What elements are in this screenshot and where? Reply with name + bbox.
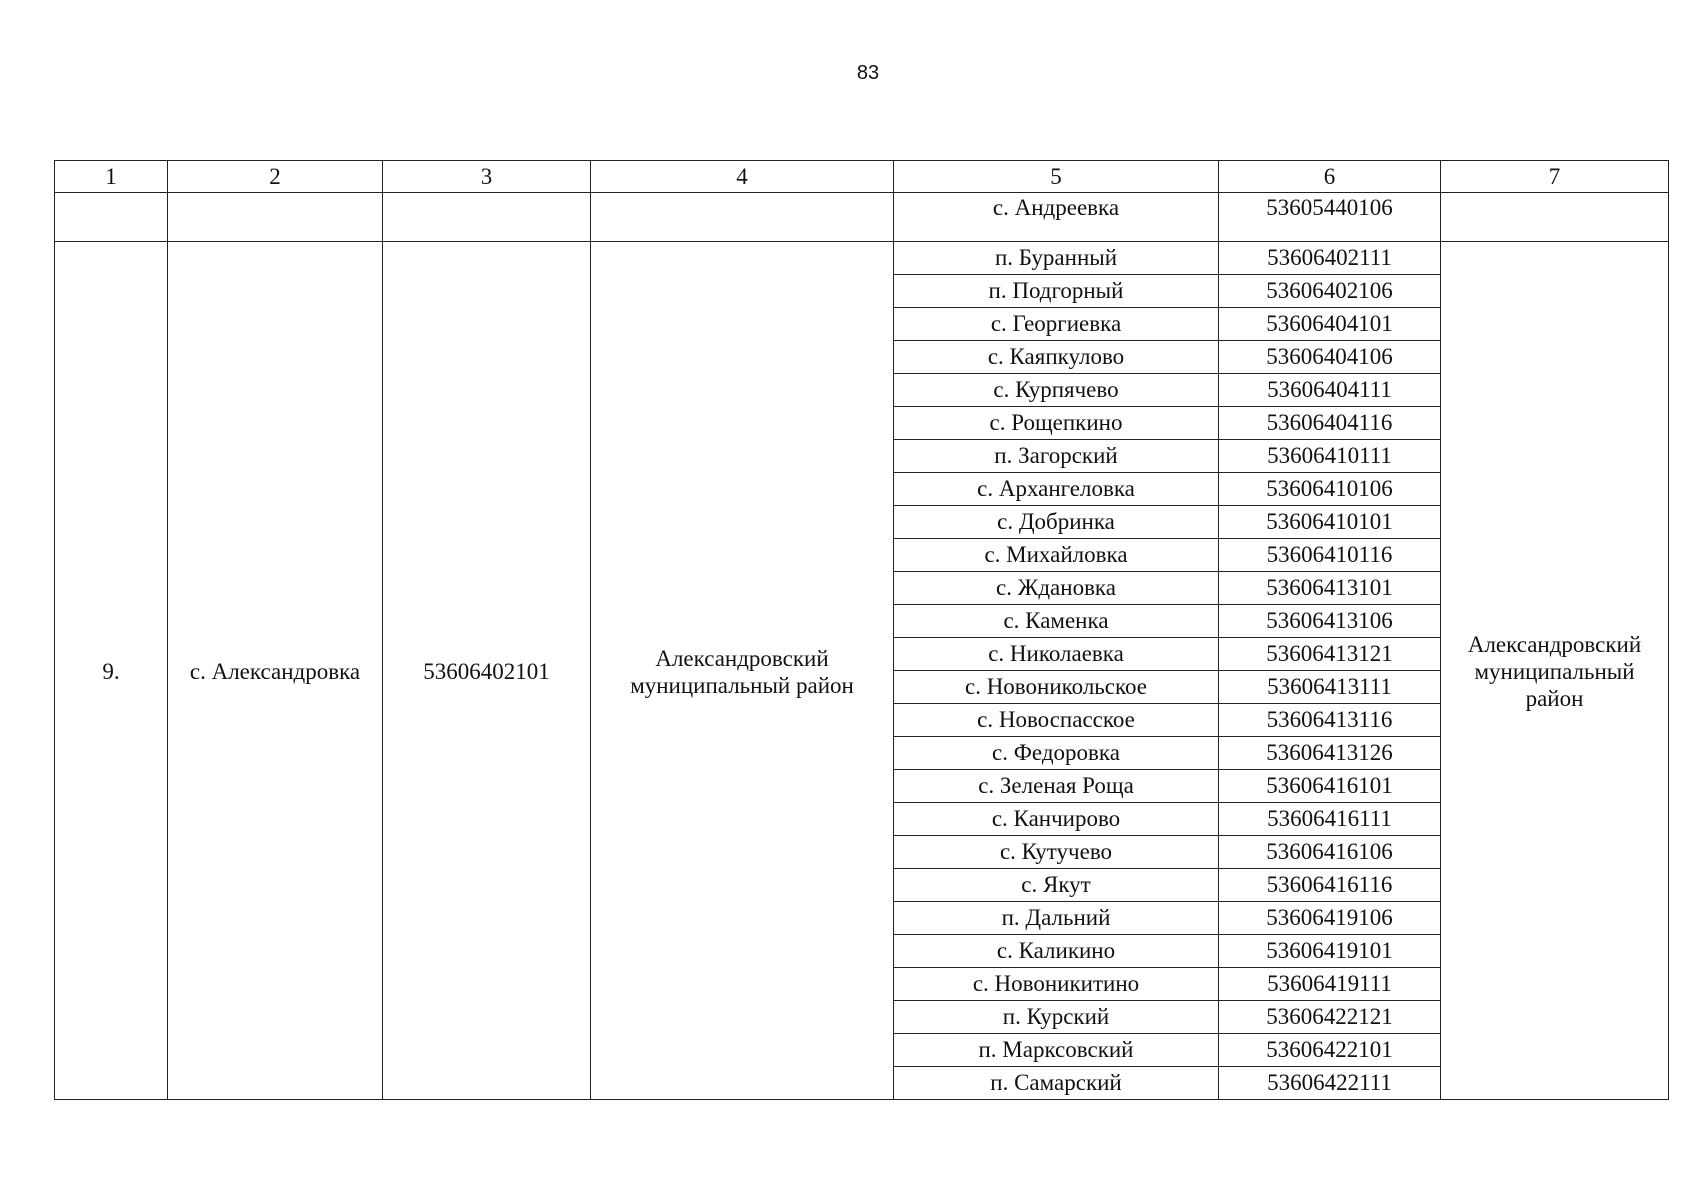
settlement-code: 53606416101 — [1219, 770, 1441, 803]
settlement-code: 53606419106 — [1219, 902, 1441, 935]
settlement-name: с. Федоровка — [894, 737, 1219, 770]
column-header: 7 — [1441, 161, 1669, 193]
page-number: 83 — [856, 62, 880, 84]
settlement-code: 53606422101 — [1219, 1034, 1441, 1067]
settlement-name: с. Георгиевка — [894, 308, 1219, 341]
settlement-name: с. Зеленая Роща — [894, 770, 1219, 803]
settlement-name: с. Каменка — [894, 605, 1219, 638]
empty-cell — [55, 193, 168, 242]
empty-cell — [1441, 193, 1669, 242]
settlement-name: с. Ждановка — [894, 572, 1219, 605]
empty-cell — [168, 193, 383, 242]
column-header: 4 — [591, 161, 894, 193]
settlement-name: с. Кутучево — [894, 836, 1219, 869]
settlement-name: с. Каликино — [894, 935, 1219, 968]
column-header: 2 — [168, 161, 383, 193]
district-name: Александровский муниципальный район — [591, 242, 894, 1100]
settlement-code: 53606404101 — [1219, 308, 1441, 341]
settlement-name: п. Самарский — [894, 1067, 1219, 1100]
entry-number: 9. — [55, 242, 168, 1100]
settlement-name: п. Буранный — [894, 242, 1219, 275]
settlement-code: 53606410116 — [1219, 539, 1441, 572]
empty-cell — [383, 193, 591, 242]
settlement-code: 53606416116 — [1219, 869, 1441, 902]
settlement-name: с. Новоникольское — [894, 671, 1219, 704]
settlement-code: 53606422121 — [1219, 1001, 1441, 1034]
settlement-name: с. Каяпкулово — [894, 341, 1219, 374]
settlement-code: 53606413111 — [1219, 671, 1441, 704]
service-area: Александровский муниципальный район — [1441, 242, 1669, 1100]
center-code: 53606402101 — [383, 242, 591, 1100]
settlement-code: 53606404111 — [1219, 374, 1441, 407]
settlement-code: 53606413116 — [1219, 704, 1441, 737]
settlement-code: 53606419111 — [1219, 968, 1441, 1001]
settlement-code: 53606416111 — [1219, 803, 1441, 836]
settlement-name: п. Загорский — [894, 440, 1219, 473]
settlement-code: 53606410111 — [1219, 440, 1441, 473]
settlement-name: с. Новоспасское — [894, 704, 1219, 737]
column-header: 3 — [383, 161, 591, 193]
settlement-code: 53606416106 — [1219, 836, 1441, 869]
settlement-name: с. Новоникитино — [894, 968, 1219, 1001]
settlement-code: 53606413126 — [1219, 737, 1441, 770]
settlement-code: 53606422111 — [1219, 1067, 1441, 1100]
settlements-table — [54, 160, 1669, 1100]
settlement-name: с. Якут — [894, 869, 1219, 902]
column-header: 1 — [55, 161, 168, 193]
settlement-name: с. Добринка — [894, 506, 1219, 539]
settlement-code: 53605440106 — [1219, 193, 1441, 242]
settlement-code: 53606404116 — [1219, 407, 1441, 440]
settlement-name: п. Дальний — [894, 902, 1219, 935]
settlement-name: с. Канчирово — [894, 803, 1219, 836]
settlement-code: 53606419101 — [1219, 935, 1441, 968]
empty-cell — [591, 193, 894, 242]
settlement-name: с. Андреевка — [894, 193, 1219, 242]
settlement-name: с. Рощепкино — [894, 407, 1219, 440]
settlement-code: 53606404106 — [1219, 341, 1441, 374]
center-name: с. Александровка — [168, 242, 383, 1100]
settlement-name: с. Архангеловка — [894, 473, 1219, 506]
continuation-row — [55, 193, 1669, 242]
column-header: 6 — [1219, 161, 1441, 193]
settlement-row — [55, 242, 1669, 275]
settlement-code: 53606413106 — [1219, 605, 1441, 638]
column-header: 5 — [894, 161, 1219, 193]
settlement-name: с. Михайловка — [894, 539, 1219, 572]
settlement-code: 53606410101 — [1219, 506, 1441, 539]
settlement-name: с. Курпячево — [894, 374, 1219, 407]
settlement-code: 53606410106 — [1219, 473, 1441, 506]
settlement-code: 53606413121 — [1219, 638, 1441, 671]
settlement-name: п. Подгорный — [894, 275, 1219, 308]
settlement-code: 53606402106 — [1219, 275, 1441, 308]
header-row — [55, 161, 1669, 193]
settlement-name: п. Курский — [894, 1001, 1219, 1034]
settlement-name: с. Николаевка — [894, 638, 1219, 671]
settlement-name: п. Марксовский — [894, 1034, 1219, 1067]
settlement-code: 53606402111 — [1219, 242, 1441, 275]
settlement-code: 53606413101 — [1219, 572, 1441, 605]
